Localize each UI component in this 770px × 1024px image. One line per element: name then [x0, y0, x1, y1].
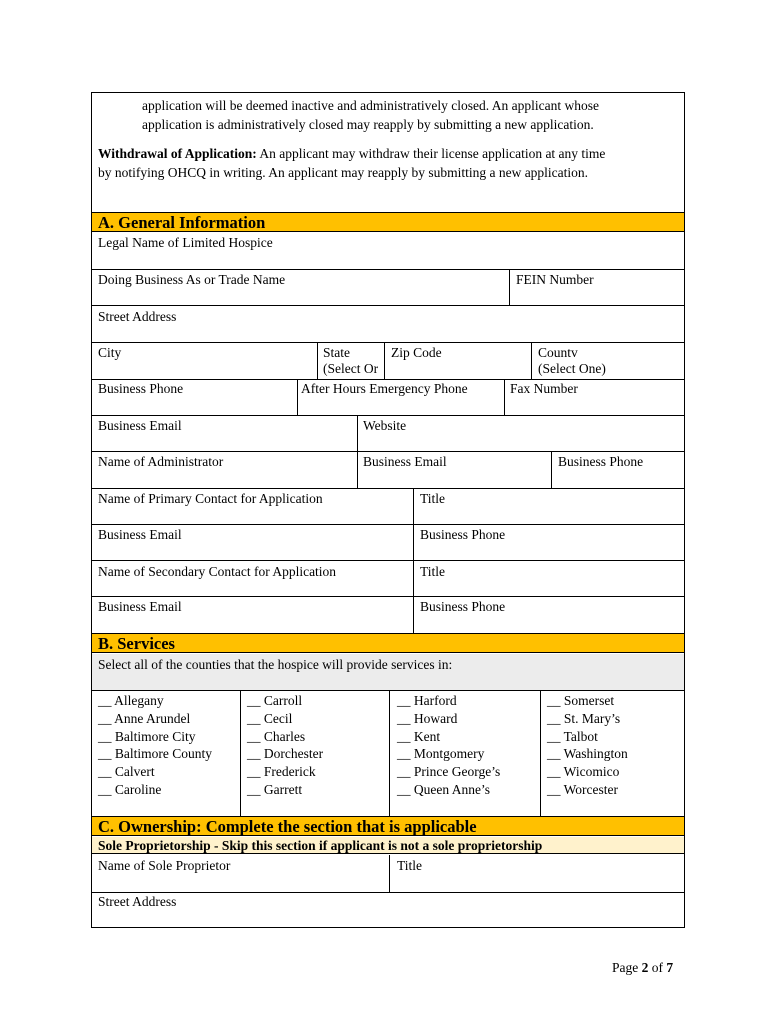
row-divider [92, 892, 684, 893]
row-divider [92, 379, 684, 380]
column-divider [551, 451, 552, 488]
fein-field[interactable]: FEIN Number [516, 272, 594, 287]
row-divider [92, 690, 684, 691]
secondary-contact-email-field[interactable]: Business Email [98, 599, 182, 614]
row-divider [92, 269, 684, 270]
column-divider [297, 379, 298, 415]
column-divider [240, 690, 241, 816]
withdrawal-label: Withdrawal of Application: [98, 146, 257, 161]
row-divider [92, 524, 684, 525]
primary-contact-field[interactable]: Name of Primary Contact for Application [98, 491, 323, 506]
state-select[interactable] [323, 345, 378, 377]
county-checkbox[interactable]: __ Queen Anne’s [397, 781, 490, 797]
dba-field[interactable]: Doing Business As or Trade Name [98, 272, 286, 287]
row-divider [92, 451, 684, 452]
secondary-contact-phone-field[interactable]: Business Phone [420, 599, 506, 614]
row-divider [92, 305, 684, 306]
county-label: Countv [538, 345, 578, 360]
sole-proprietor-street-field[interactable]: Street Address [98, 894, 177, 909]
county-checkbox[interactable]: __ Worcester [547, 781, 619, 797]
county-checkbox[interactable]: __ Baltimore County [98, 746, 212, 762]
column-divider [504, 379, 505, 415]
column-divider [389, 690, 390, 816]
county-checkbox[interactable]: __ Anne Arundel [98, 710, 191, 726]
withdrawal-paragraph [98, 144, 683, 182]
column-divider [317, 342, 318, 379]
administrator-phone-field[interactable]: Business Phone [558, 454, 644, 469]
county-checkbox[interactable]: __ Cecil [247, 710, 293, 726]
county-column-2 [247, 692, 323, 799]
county-checkbox[interactable]: __ St. Mary’s [547, 710, 621, 726]
sole-proprietor-title-field[interactable]: Title [397, 858, 423, 873]
county-checkbox[interactable]: __ Kent [397, 728, 441, 744]
zip-field[interactable]: Zip Code [391, 345, 442, 360]
withdrawal-text-1: An applicant may withdraw their license application at any time [256, 146, 606, 161]
section-b-header: B. Services [92, 633, 684, 653]
state-hint: (Select Or [323, 361, 379, 376]
sole-proprietor-name-field[interactable]: Name of Sole Proprietor [98, 858, 231, 873]
street-address-field[interactable]: Street Address [98, 309, 177, 324]
page-of: of [648, 960, 667, 975]
page-number [612, 960, 673, 976]
fax-field[interactable]: Fax Number [510, 381, 578, 396]
intro-line-2: application is administratively closed may reapply by submitting a new application. [142, 117, 594, 132]
website-field[interactable]: Website [363, 418, 407, 433]
county-hint: (Select One) [538, 361, 606, 376]
administrator-email-field[interactable]: Business Email [363, 454, 447, 469]
page-current: 2 [641, 960, 649, 975]
county-checkbox[interactable]: __ Somerset [547, 693, 615, 708]
row-divider [92, 342, 684, 343]
section-a-header: A. General Information [92, 212, 684, 232]
row-divider [92, 415, 684, 416]
city-field[interactable]: City [98, 345, 122, 360]
intro-paragraph [142, 96, 682, 134]
primary-contact-title-field[interactable]: Title [420, 491, 446, 506]
county-checkbox[interactable]: __ Prince George’s [397, 764, 501, 780]
county-checkbox[interactable]: __ Calvert [98, 764, 155, 780]
county-checkbox[interactable]: __ Carroll [247, 693, 303, 708]
county-column-1 [98, 692, 212, 799]
county-checkbox[interactable]: __ Caroline [98, 781, 162, 797]
intro-line-1: application will be deemed inactive and administratively closed. An applicant whose [142, 98, 599, 113]
primary-contact-email-field[interactable]: Business Email [98, 527, 182, 542]
county-checkbox[interactable]: __ Charles [247, 728, 306, 744]
column-divider [509, 269, 510, 305]
after-hours-phone-field[interactable]: After Hours Emergency Phone [301, 381, 468, 396]
business-phone-field[interactable]: Business Phone [98, 381, 184, 396]
county-checkbox[interactable]: __ Garrett [247, 781, 303, 797]
sole-proprietorship-subheader: Sole Proprietorship - Skip this section if applicant is not a sole proprietorship [92, 837, 684, 854]
county-checkbox[interactable]: __ Washington [547, 746, 628, 762]
primary-contact-phone-field[interactable]: Business Phone [420, 527, 506, 542]
row-divider [92, 596, 684, 597]
secondary-contact-field[interactable]: Name of Secondary Contact for Application [98, 564, 337, 579]
page-prefix: Page [612, 960, 642, 975]
county-checkbox[interactable]: __ Allegany [98, 693, 164, 708]
secondary-contact-title-field[interactable]: Title [420, 564, 446, 579]
county-select[interactable] [538, 345, 606, 377]
services-instruction: Select all of the counties that the hospice will provide services in: [98, 657, 453, 672]
county-column-3 [397, 692, 500, 799]
column-divider [531, 342, 532, 379]
section-c-header: C. Ownership: Complete the section that is applicable [92, 816, 684, 836]
page-total: 7 [666, 960, 674, 975]
county-checkbox[interactable]: __ Frederick [247, 764, 316, 780]
column-divider [389, 855, 390, 892]
legal-name-field[interactable]: Legal Name of Limited Hospice [98, 235, 273, 250]
row-divider [92, 488, 684, 489]
county-checkbox[interactable]: __ Harford [397, 693, 457, 708]
state-label: State [323, 345, 350, 360]
county-checkbox[interactable]: __ Talbot [547, 728, 598, 744]
county-checkbox[interactable]: __ Montgomery [397, 746, 485, 762]
business-email-field[interactable]: Business Email [98, 418, 182, 433]
column-divider [384, 342, 385, 379]
administrator-name-field[interactable]: Name of Administrator [98, 454, 224, 469]
county-checkbox[interactable]: __ Wicomico [547, 764, 620, 780]
county-checkbox[interactable]: __ Howard [397, 710, 458, 726]
county-column-4 [547, 692, 628, 799]
withdrawal-text-2: by notifying OHCQ in writing. An applicant may reapply by submitting a new application. [98, 165, 589, 180]
application-form [91, 92, 685, 928]
county-checkbox[interactable]: __ Dorchester [247, 746, 324, 762]
column-divider [540, 690, 541, 816]
row-divider [92, 560, 684, 561]
county-checkbox[interactable]: __ Baltimore City [98, 728, 196, 744]
